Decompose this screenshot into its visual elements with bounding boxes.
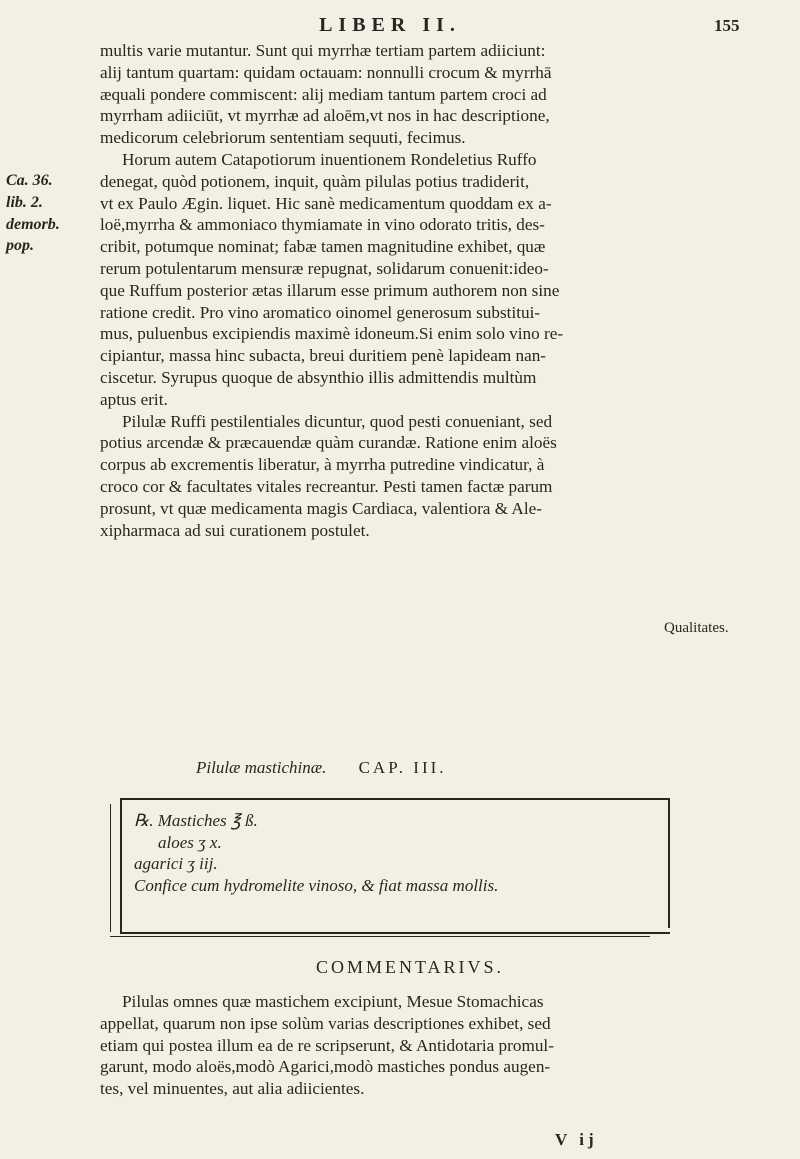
chapter-heading <box>196 758 496 778</box>
box-outer-bottom-rule <box>110 936 650 937</box>
recipe-line: agarici ʒ iij. <box>134 854 218 873</box>
text-line: Pilulas omnes quæ mastichem excipiunt, Mesue Stomachicas <box>122 992 544 1011</box>
text-line: Horum autem Catapotiorum inuentionem Rondeletius Ruffo <box>122 149 537 169</box>
margin-note-line: lib. 2. <box>6 193 43 211</box>
text-line: ciscetur. Syrupus quoque de absynthio illis admittendis multùm <box>100 367 537 387</box>
recipe-line: Confice cum hydromelite vinoso, & fiat massa mollis. <box>134 875 499 895</box>
text-line: appellat, quarum non ipse solùm varias descriptiones exhibet, sed <box>100 1013 551 1033</box>
recipe-box <box>110 798 677 938</box>
margin-note-left <box>6 170 84 257</box>
box-outer-left-rule <box>110 804 111 932</box>
text-line: aptus erit. <box>100 389 168 409</box>
signature-mark: V ij <box>555 1130 598 1149</box>
margin-note-right: Qualitates. <box>664 620 729 636</box>
text-line: cipiantur, massa hinc subacta, breui duritiem penè lapideam nan- <box>100 346 547 366</box>
text-line: myrrham adiiciūt, vt myrrhæ ad aloēm,vt nos in hac descriptione, <box>100 106 550 126</box>
recipe-lines <box>134 810 654 896</box>
box-left-rule <box>120 798 122 934</box>
text-line: denegat, quòd potionem, inquit, quàm pilulas potius tradiderit, <box>100 171 530 191</box>
text-line: garunt, modo aloës,modò Agarici,modò mastiches pondus augen- <box>100 1057 551 1077</box>
running-title: LIBER II. <box>319 14 461 36</box>
main-text <box>100 40 658 541</box>
text-line: ratione credit. Pro vino aromatico oinomel generosum substitui- <box>100 302 541 322</box>
text-line: prosunt, vt quæ medicamenta magis Cardiaca, valentiora & Ale- <box>100 498 542 518</box>
text-line: medicorum celebriorum sententiam sequuti, fecimus. <box>100 128 466 148</box>
text-line: vt ex Paulo Ægin. liquet. Hic sanè medicamentum quoddam ex a- <box>100 193 552 213</box>
page-number: 155 <box>714 16 740 35</box>
text-line: æquali pondere commiscent: alij mediam tantum partem croci ad <box>100 84 547 104</box>
recipe-line: ℞. Mastiches ℥ ß. <box>134 811 258 830</box>
commentary-text <box>100 991 658 1100</box>
chapter-title: Pilulæ mastichinæ. <box>196 758 327 777</box>
text-line: Pilulæ Ruffi pestilentiales dicuntur, quod pesti conueniant, sed <box>122 411 553 431</box>
margin-note-line: demorb. <box>6 215 60 233</box>
text-line: croco cor & facultates vitales recreantur. Pesti tamen factæ parum <box>100 476 553 496</box>
text-line: alij tantum quartam: quidam octauam: nonnulli crocum & myrrhā <box>100 62 552 82</box>
margin-note-line: Ca. 36. <box>6 172 53 189</box>
margin-note-line: pop. <box>6 237 34 255</box>
text-line: potius arcendæ & præcauendæ quàm curandæ. Ratione enim aloës <box>100 433 557 453</box>
box-top-rule <box>120 798 670 800</box>
text-line: cribit, potumque nominat; fabæ tamen magnitudine exhibet, quæ <box>100 237 546 257</box>
text-line: multis varie mutantur. Sunt qui myrrhæ tertiam partem adiiciunt: <box>100 41 546 60</box>
text-line: rerum potulentarum mensuræ repugnat, solidarum conuenit:ideo- <box>100 258 549 278</box>
text-line: que Ruffum posterior ætas illarum esse primum authorem non sine <box>100 280 560 300</box>
text-line: mus, puluenbus excipiendis maximè idoneum.Si enim solo vino re- <box>100 324 564 344</box>
text-line: corpus ab excrementis liberatur, à myrrha putredine vindicatur, à <box>100 455 545 475</box>
commentary-heading: COMMENTARIVS. <box>315 957 505 977</box>
text-line: loë,myrrha & ammoniaco thymiamate in vino odorato tritis, des- <box>100 215 545 235</box>
text-line: etiam qui postea illum ea de re scripserunt, & Antidotaria promul- <box>100 1035 554 1055</box>
chapter-number: CAP. III. <box>358 758 447 777</box>
box-bottom-rule <box>120 932 670 934</box>
text-line: tes, vel minuentes, aut alia adiicientes. <box>100 1079 365 1099</box>
text-line: xipharmaca ad sui curationem postulet. <box>100 520 370 540</box>
recipe-line: aloes ʒ x. <box>158 832 222 852</box>
box-right-rule <box>668 800 670 928</box>
